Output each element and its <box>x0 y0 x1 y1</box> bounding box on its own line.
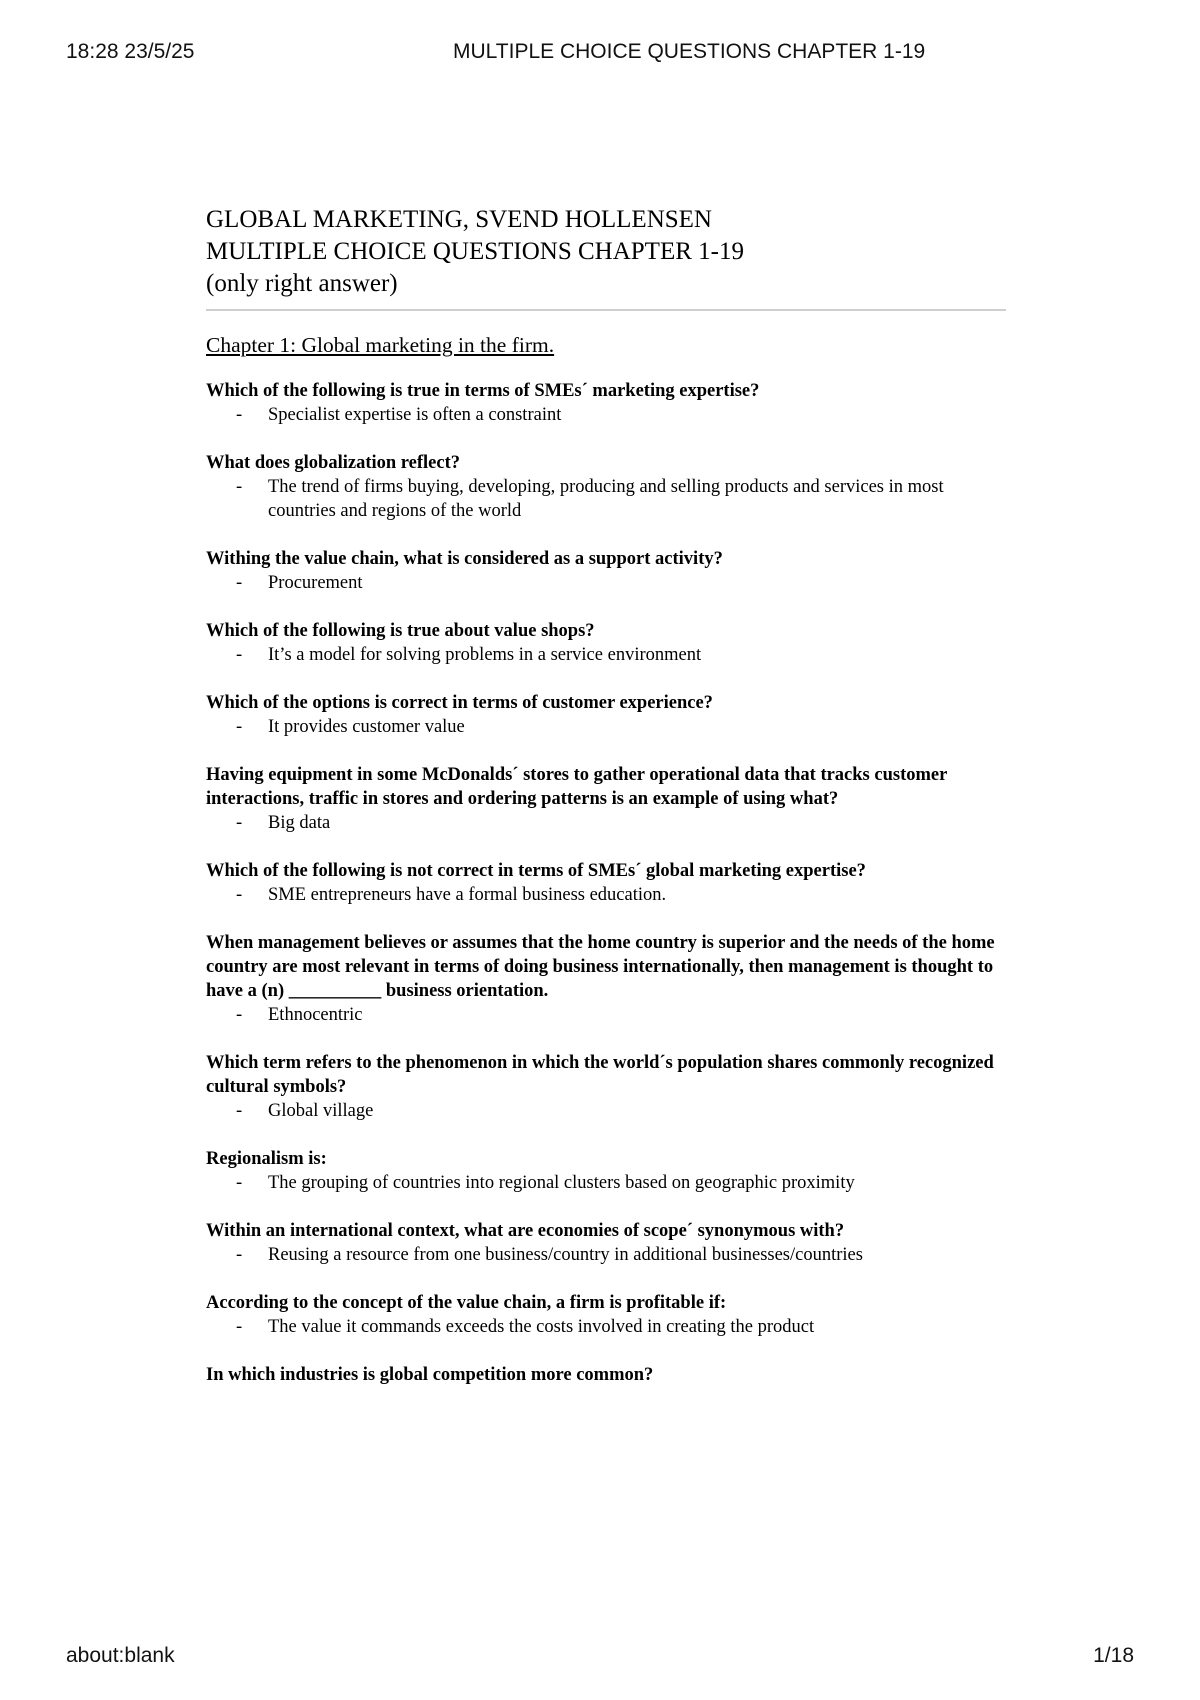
answer-text: It provides customer value <box>268 717 465 737</box>
question-text: Which of the following is not correct in terms of SMEs´ global marketing expertise? <box>206 861 866 881</box>
answer-text: Procurement <box>268 573 363 593</box>
answer-text: Ethnocentric <box>268 1005 363 1025</box>
question-item <box>206 379 1006 427</box>
answer-item <box>206 715 1006 739</box>
answer-item <box>206 475 1006 523</box>
answer-bullet: - <box>236 885 243 905</box>
question-item <box>206 1363 1006 1387</box>
answer-item <box>206 1243 1006 1267</box>
answer-bullet: - <box>236 813 243 833</box>
question-item <box>206 1291 1006 1339</box>
title-divider <box>206 309 1006 311</box>
document-content <box>206 204 1006 1411</box>
answer-bullet: - <box>236 1005 243 1025</box>
answer-bullet: - <box>236 1317 243 1337</box>
question-text: What does globalization reflect? <box>206 453 461 473</box>
answer-text: The trend of firms buying, developing, producing and selling products and services in most countries and regions of the world <box>268 477 944 521</box>
question-item <box>206 451 1006 523</box>
answer-item <box>206 643 1006 667</box>
page-number: 1/18 <box>1093 1644 1134 1667</box>
answer-item <box>206 1171 1006 1195</box>
answer-bullet: - <box>236 1173 243 1193</box>
answer-item <box>206 1003 1006 1027</box>
answer-text: Global village <box>268 1101 374 1121</box>
answer-bullet: - <box>236 405 243 425</box>
chapter-heading: Chapter 1: Global marketing in the firm. <box>206 333 555 357</box>
answer-item <box>206 811 1006 835</box>
print-header <box>66 40 1134 70</box>
answer-text: Reusing a resource from one business/country in additional businesses/countries <box>268 1245 863 1265</box>
answer-item <box>206 1099 1006 1123</box>
answer-item <box>206 403 1006 427</box>
question-text: Which of the following is true in terms of SMEs´ marketing expertise? <box>206 381 760 401</box>
answer-text: Big data <box>268 813 331 833</box>
answer-item <box>206 1315 1006 1339</box>
answer-bullet: - <box>236 1245 243 1265</box>
answer-bullet: - <box>236 573 243 593</box>
question-item <box>206 619 1006 667</box>
answer-bullet: - <box>236 1101 243 1121</box>
answer-bullet: - <box>236 717 243 737</box>
answer-text: SME entrepreneurs have a formal business education. <box>268 885 667 905</box>
question-list <box>206 379 1006 1387</box>
question-text: When management believes or assumes that the home country is superior and the needs of the home country are most relevant in terms of doing business internationally, then management is thought to have a (n) __________ business orientation. <box>206 933 995 1001</box>
question-item <box>206 931 1006 1027</box>
answer-item <box>206 883 1006 907</box>
question-item <box>206 1219 1006 1267</box>
question-text: Within an international context, what are economies of scope´ synonymous with? <box>206 1221 845 1241</box>
question-text: In which industries is global competition more common? <box>206 1365 654 1385</box>
answer-item <box>206 571 1006 595</box>
print-datetime: 18:28 23/5/25 <box>66 40 195 63</box>
document-title-block <box>206 204 1006 300</box>
question-text: Regionalism is: <box>206 1149 327 1169</box>
question-text: Which term refers to the phenomenon in which the world´s population shares commonly recognized cultural symbols? <box>206 1053 994 1097</box>
question-item <box>206 1147 1006 1195</box>
document-title-line-2: MULTIPLE CHOICE QUESTIONS CHAPTER 1-19 <box>206 238 744 265</box>
question-text: Which of the options is correct in terms of customer experience? <box>206 693 713 713</box>
answer-text: The grouping of countries into regional clusters based on geographic proximity <box>268 1173 855 1193</box>
print-page-title: MULTIPLE CHOICE QUESTIONS CHAPTER 1-19 <box>453 40 926 63</box>
answer-text: The value it commands exceeds the costs involved in creating the product <box>268 1317 815 1337</box>
question-text: Having equipment in some McDonalds´ stores to gather operational data that tracks customer interactions, traffic in stores and ordering patterns is an example of using what? <box>206 765 947 809</box>
print-url: about:blank <box>66 1644 175 1667</box>
print-footer <box>66 1644 1134 1674</box>
question-text: Which of the following is true about value shops? <box>206 621 595 641</box>
question-item <box>206 547 1006 595</box>
answer-text: Specialist expertise is often a constraint <box>268 405 562 425</box>
document-title-line-3: (only right answer) <box>206 270 398 297</box>
answer-bullet: - <box>236 645 243 665</box>
question-item <box>206 763 1006 835</box>
question-item <box>206 691 1006 739</box>
document-title-line-1: GLOBAL MARKETING, SVEND HOLLENSEN <box>206 206 712 233</box>
answer-text: It’s a model for solving problems in a service environment <box>268 645 702 665</box>
question-item <box>206 1051 1006 1123</box>
answer-bullet: - <box>236 477 243 497</box>
question-text: Withing the value chain, what is considered as a support activity? <box>206 549 723 569</box>
question-text: According to the concept of the value chain, a firm is profitable if: <box>206 1293 727 1313</box>
question-item <box>206 859 1006 907</box>
